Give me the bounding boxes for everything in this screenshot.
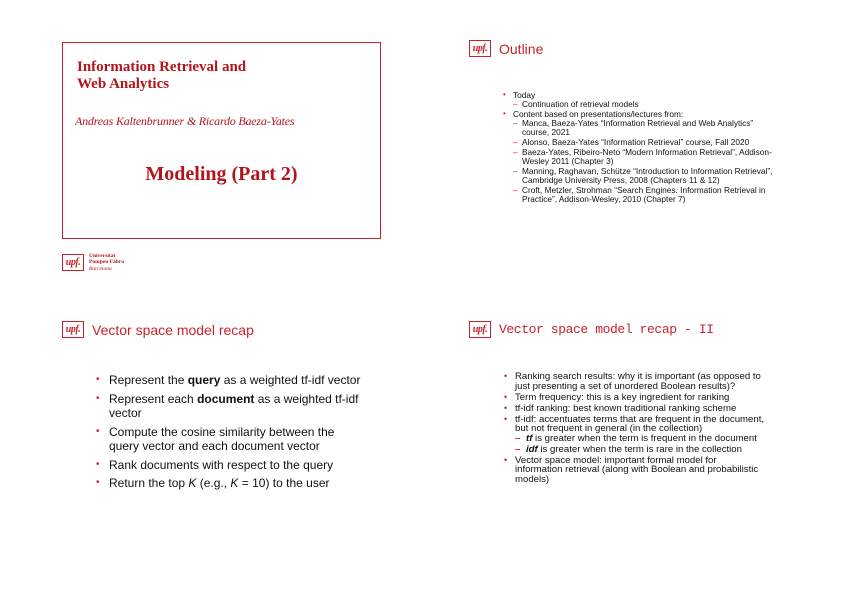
list-item: • Today – Continuation of retrieval models: [503, 91, 775, 109]
list-item: • tf-idf: accentuates terms that are frequent in the document, but not frequent in general (in the collection) – tf is greater when the term is frequent in the document – idf is greater when the term is rare in the collection: [504, 415, 766, 454]
upf-logo-icon: upf.: [469, 40, 491, 57]
outline-list: [503, 91, 775, 206]
upf-logo-icon: upf.: [62, 321, 84, 338]
course-title-line1: Information Retrieval and: [77, 59, 247, 75]
list-item: • Term frequency: this is a key ingredient for ranking: [504, 393, 766, 403]
sub-list-item: – Alonso, Baeza-Yates “Information Retrieval” course, Fall 2020: [513, 138, 775, 147]
sub-list-item: – tf is greater when the term is frequent in the document: [515, 434, 766, 444]
course-title: [77, 59, 246, 93]
list-item: • Content based on presentations/lectures from: – Manca, Baeza-Yates “Information Retrieval and Web Analytics” course, 2021 – Alonso, Baeza-Yates “Information Retrieval” course, Fall 2020 – Baeza-Yates, Ribeiro-Neto “Modern Information Retrieval”, Addison-Wesley 2011 (Chapter 3) – Manning, Raghavan, Schütze “Introduction to Information Retrieval”, Cambridge University Press, 2008 (Chapters 11 & 12) – Croft, Metzler, Strohman “Search Engines. Information Retrieval in Practice”, Addison-Wesley, 2010 (Chapter 7): [503, 110, 775, 204]
vsm2-bullet-list: [504, 372, 766, 486]
list-item: • Rank documents with respect to the query: [96, 458, 366, 473]
authors: Andreas Kaltenbrunner & Ricardo Baeza-Yates: [75, 114, 295, 128]
outline-header: [469, 40, 543, 57]
list-item: • Represent each document as a weighted tf-idf vector: [96, 392, 366, 421]
list-item: • Compute the cosine similarity between the query vector and each document vector: [96, 425, 366, 454]
title-slide: [62, 42, 381, 239]
sub-list-item: – Manca, Baeza-Yates “Information Retrieval and Web Analytics” course, 2021: [513, 119, 775, 137]
university-name-line3: Barcelona: [89, 265, 112, 272]
upf-logo-icon: upf.: [62, 254, 84, 271]
vsm2-header: [469, 321, 714, 338]
slide-title: Outline: [499, 40, 544, 57]
sub-list-item: – Continuation of retrieval models: [513, 100, 775, 109]
sub-list-item: – Manning, Raghavan, Schütze “Introduction to Information Retrieval”, Cambridge University Press, 2008 (Chapters 11 & 12): [513, 167, 775, 185]
university-name-line1: Universitat: [89, 253, 116, 259]
university-name: [89, 253, 124, 272]
vsm-bullet-list: [96, 373, 366, 495]
list-item: • Ranking search results: why it is important (as opposed to just presenting a set of unordered Boolean results)?: [504, 372, 766, 391]
slide-title: Vector space model recap: [92, 321, 254, 338]
university-logo: [62, 253, 124, 272]
sub-list-item: – idf is greater when the term is rare in the collection: [515, 445, 766, 455]
sub-list-item: – Baeza-Yates, Ribeiro-Neto “Modern Information Retrieval”, Addison-Wesley 2011 (Chapter 3): [513, 148, 775, 166]
slide-title: Vector space model recap - II: [499, 322, 714, 337]
list-item: • tf-idf ranking: best known traditional ranking scheme: [504, 404, 766, 414]
upf-logo-icon: upf.: [469, 321, 491, 338]
list-item: • Vector space model: important formal model for information retrieval (along with Boolean and probabilistic models): [504, 456, 766, 485]
list-item: • Represent the query as a weighted tf-idf vector: [96, 373, 366, 388]
course-title-line2: Web Analytics: [77, 76, 170, 92]
list-item: • Return the top K (e.g., K = 10) to the user: [96, 476, 366, 491]
university-name-line2: Pompeu Fabra: [89, 259, 124, 266]
deck-title: Modeling (Part 2): [145, 163, 298, 185]
vsm-header: [62, 321, 254, 338]
sub-list-item: – Croft, Metzler, Strohman “Search Engines. Information Retrieval in Practice”, Addison-Wesley, 2010 (Chapter 7): [513, 186, 775, 204]
